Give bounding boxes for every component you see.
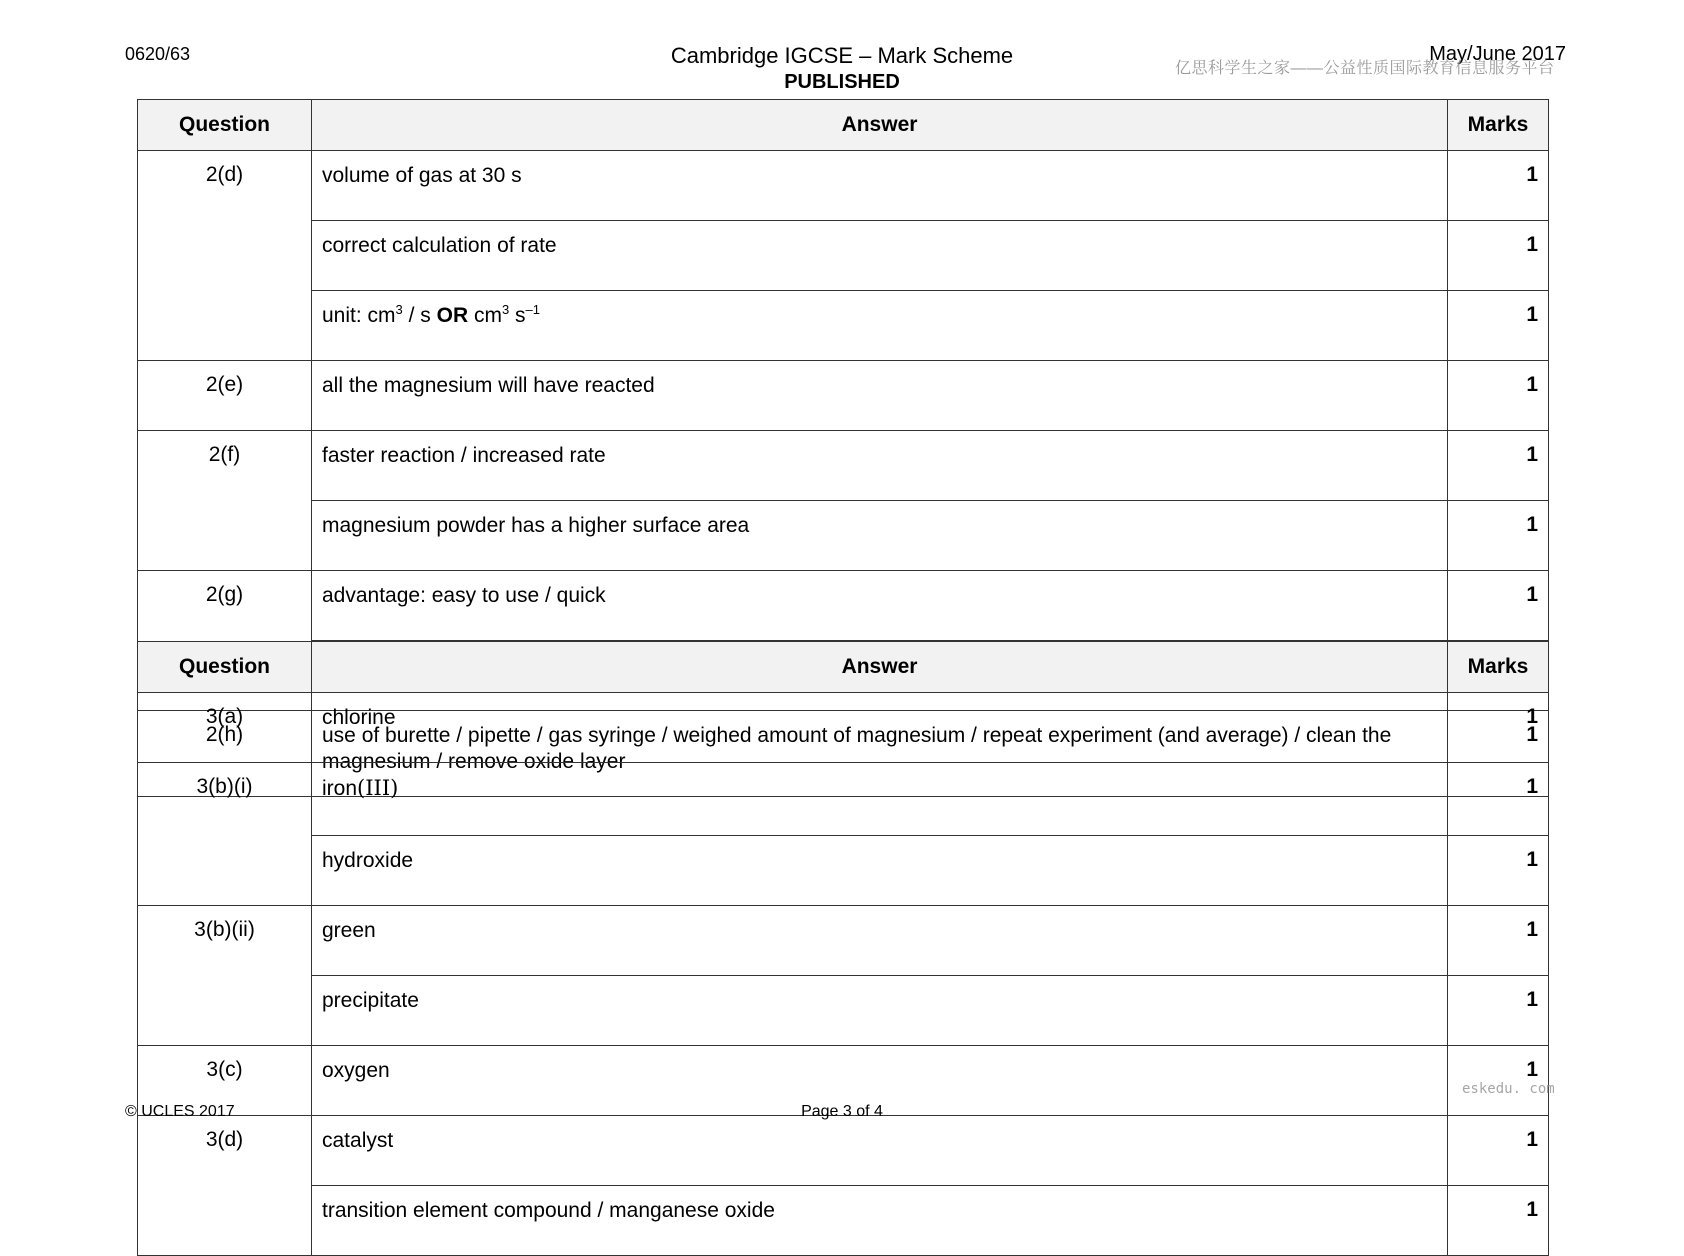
answer-cell: chlorine	[312, 693, 1448, 763]
question-cell: 2(g)	[138, 571, 312, 711]
unit-mid: / s	[402, 304, 437, 327]
page-number: Page 3 of 4	[801, 1103, 883, 1120]
table-row	[138, 431, 1549, 501]
answer-cell	[312, 291, 1448, 361]
question-cell: 2(e)	[138, 361, 312, 431]
marks-cell: 1	[1448, 976, 1549, 1046]
question-cell: 3(d)	[138, 1116, 312, 1256]
footer-watermark: eskedu. com	[1462, 1081, 1555, 1097]
question-header: Question	[138, 100, 312, 151]
marks-cell: 1	[1448, 1116, 1549, 1186]
superscript: 3	[501, 302, 510, 317]
answer-cell: transition element compound / manganese oxide	[312, 1186, 1448, 1256]
table-row	[138, 976, 1549, 1046]
table-row	[138, 763, 1549, 836]
superscript: –1	[525, 302, 540, 317]
table-header-row	[138, 100, 1549, 151]
question-header: Question	[138, 642, 312, 693]
watermark-text: 亿思科学生之家——公益性质国际教育信息服务平台	[1175, 60, 1555, 77]
answer-cell: all the magnesium will have reacted	[312, 361, 1448, 431]
question-cell: 2(d)	[138, 151, 312, 361]
table-header-row	[138, 642, 1549, 693]
table-row	[138, 361, 1549, 431]
answer-cell: oxygen	[312, 1046, 1448, 1116]
marks-cell: 1	[1448, 431, 1549, 501]
answer-cell: advantage: easy to use / quick	[312, 571, 1448, 641]
or-keyword: OR	[436, 304, 469, 327]
unit-cm: cm	[468, 304, 502, 327]
table-row	[138, 151, 1549, 221]
marks-cell: 1	[1448, 571, 1549, 641]
document-title: Cambridge IGCSE – Mark Scheme	[670, 43, 1014, 68]
answer-cell: magnesium powder has a higher surface area	[312, 501, 1448, 571]
marks-cell: 1	[1448, 693, 1549, 763]
table-row	[138, 571, 1549, 641]
marks-header: Marks	[1448, 642, 1549, 693]
answer-cell: correct calculation of rate	[312, 221, 1448, 291]
table-row	[138, 906, 1549, 976]
answer-header: Answer	[312, 642, 1448, 693]
table-row	[138, 1116, 1549, 1186]
answer-prefix: iron	[322, 777, 358, 800]
marks-cell: 1	[1448, 1046, 1549, 1116]
marks-header: Marks	[1448, 100, 1549, 151]
question-cell: 3(a)	[138, 693, 312, 763]
question-cell: 3(b)(i)	[138, 763, 312, 906]
published-label: PUBLISHED	[784, 71, 900, 93]
marks-cell: 1	[1448, 221, 1549, 291]
answer-cell: catalyst	[312, 1116, 1448, 1186]
table-row	[138, 291, 1549, 361]
paper-code: 0620/63	[125, 44, 191, 64]
answer-cell	[312, 763, 1448, 836]
table-row	[138, 693, 1549, 763]
roman-numeral: (III)	[357, 776, 399, 800]
question-cell: 3(b)(ii)	[138, 906, 312, 1046]
question-cell: 2(f)	[138, 431, 312, 571]
answer-cell: faster reaction / increased rate	[312, 431, 1448, 501]
unit-s: s	[509, 304, 526, 327]
table-row	[138, 501, 1549, 571]
marks-cell: 1	[1448, 291, 1549, 361]
answer-cell: volume of gas at 30 s	[312, 151, 1448, 221]
answer-header: Answer	[312, 100, 1448, 151]
table-row	[138, 836, 1549, 906]
marks-cell: 1	[1448, 906, 1549, 976]
unit-prefix: unit: cm	[322, 304, 396, 327]
marks-cell: 1	[1448, 361, 1549, 431]
mark-scheme-table-2	[137, 641, 1549, 1256]
marks-cell: 1	[1448, 501, 1549, 571]
question-cell: 2(h)	[138, 711, 312, 797]
marks-cell: 1	[1448, 151, 1549, 221]
exam-session: May/June 2017	[1429, 43, 1566, 65]
table-row	[138, 1186, 1549, 1256]
marks-cell: 1	[1448, 711, 1549, 797]
answer-cell: use of burette / pipette / gas syringe / weighed amount of magnesium / repeat experiment (and average) / clean the magnesium / remove oxide layer	[312, 711, 1448, 797]
marks-cell: 1	[1448, 763, 1549, 836]
superscript: 3	[395, 302, 403, 317]
table-row	[138, 221, 1549, 291]
question-cell: 3(c)	[138, 1046, 312, 1116]
marks-cell: 1	[1448, 836, 1549, 906]
copyright: © UCLES 2017	[125, 1103, 235, 1120]
answer-cell: precipitate	[312, 976, 1448, 1046]
answer-cell: green	[312, 906, 1448, 976]
marks-cell: 1	[1448, 1186, 1549, 1256]
answer-cell: hydroxide	[312, 836, 1448, 906]
